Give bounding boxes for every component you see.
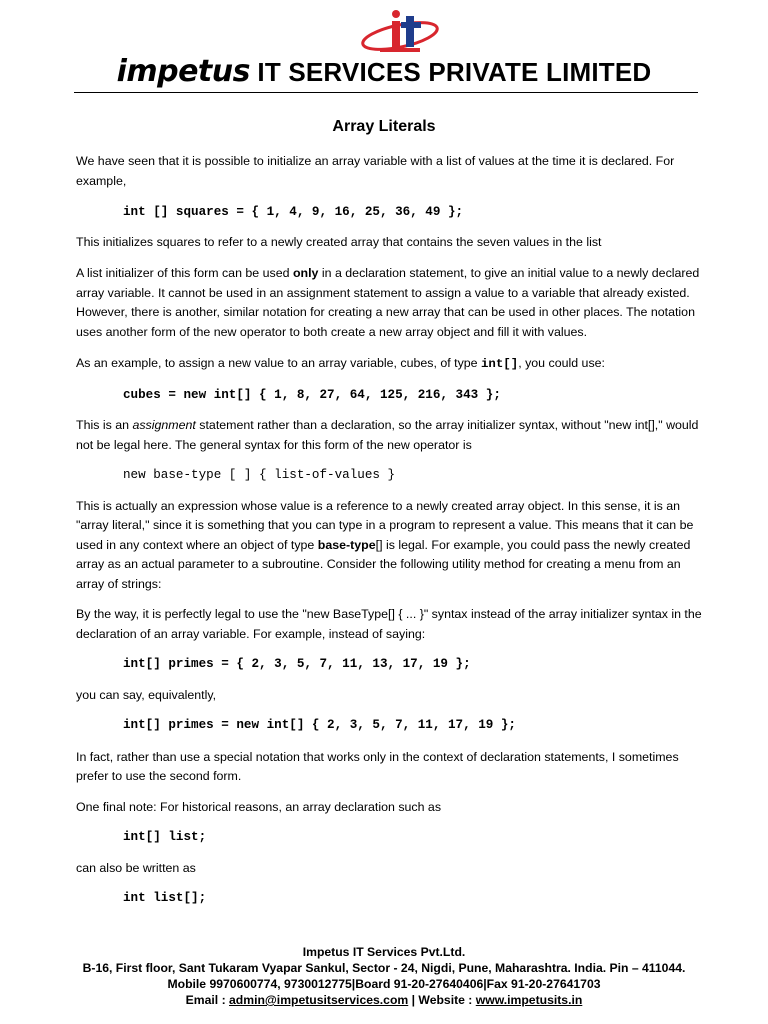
code-primes-initializer: int[] primes = { 2, 3, 5, 7, 11, 13, 17, 19 };: [123, 657, 471, 671]
brand-name: impetus: [116, 54, 250, 89]
text: in a declaration statement, to give an initial value to a newly declared array variable. It cannot be used in an assignment statement to assign a value to a variable that already existed. However, there is another, similar notation for creating a new array that can be used in other places. The notation uses another form of the new operator to both create a new array object and fill it with values.: [76, 266, 700, 339]
footer-phones: Mobile 9970600774, 9730012775|Board 91-20-27640406|Fax 91-20-27641703: [167, 977, 601, 991]
page-footer: [0, 944, 768, 1008]
paragraph-basetype: By the way, it is perfectly legal to use the "new BaseType[] { ... }" syntax instead of the array initializer syntax in the declaration of an array variable. For example, instead of saying:: [76, 607, 702, 641]
email-link[interactable]: admin@impetusitservices.com: [229, 993, 409, 1007]
code-primes-new: int[] primes = new int[] { 2, 3, 5, 7, 11, 17, 19 };: [123, 718, 516, 732]
email-label: Email :: [185, 993, 230, 1007]
footer-address: B-16, First floor, Sant Tukaram Vyapar Sankul, Sector - 24, Nigdi, Pune, Maharashtra. India. Pin – 411044.: [82, 961, 686, 975]
code-cubes: cubes = new int[] { 1, 8, 27, 64, 125, 216, 343 };: [123, 387, 501, 402]
text: This is actually an expression whose value is a reference to a newly created array object. In this sense, it is an "array literal," since it is something that you can type in a program to represent a value. This means that it can be used in any context where an object of type: [76, 498, 694, 552]
paragraph-list-initializer: [76, 264, 702, 342]
header-divider: [74, 92, 698, 93]
paragraph-written-as: can also be written as: [76, 860, 196, 875]
text: , you could use:: [518, 356, 605, 370]
text-bold: base-type: [317, 537, 376, 552]
text: A list initializer of this form can be used: [76, 266, 293, 280]
company-title: [0, 54, 768, 89]
paragraph-array-literal: [76, 497, 702, 595]
text-bold: only: [292, 266, 319, 280]
document-body: [76, 152, 702, 909]
paragraph-second-form: In fact, rather than use a special notation that works only in the context of declaration statements, I sometimes prefer to use the second form.: [76, 749, 679, 783]
website-label: | Website :: [408, 993, 476, 1007]
text-italic: assignment: [132, 418, 196, 432]
website-link[interactable]: www.impetusits.in: [475, 993, 583, 1007]
text: As an example, to assign a new value to an array variable, cubes, of type: [76, 356, 481, 370]
inline-code: int[]: [481, 357, 519, 371]
footer-contact: [0, 992, 768, 1008]
paragraph-equivalently: you can say, equivalently,: [76, 687, 217, 702]
code-int-list: int[] list;: [123, 830, 207, 844]
paragraph-assignment: [76, 416, 702, 455]
company-title-rest: IT SERVICES PRIVATE LIMITED: [249, 57, 652, 87]
footer-company: Impetus IT Services Pvt.Ltd.: [302, 945, 466, 959]
code-int-list-alt: int list[];: [123, 891, 207, 905]
document-title: Array Literals: [332, 118, 436, 135]
text: statement rather than a declaration, so the array initializer syntax, without "new int[]," would not be legal here. The general syntax for this form of the new operator is: [76, 418, 699, 452]
paragraph-final-note: One final note: For historical reasons, an array declaration such as: [76, 799, 442, 814]
paragraph-squares: This initializes squares to refer to a newly created array that contains the seven values in the list: [76, 234, 602, 249]
paragraph-intro: We have seen that it is possible to initialize an array variable with a list of values at the time it is declared. For example,: [76, 154, 675, 188]
company-logo: [358, 8, 442, 56]
code-squares: int [] squares = { 1, 4, 9, 16, 25, 36, 49 };: [123, 205, 464, 219]
paragraph-cubes-example: [76, 354, 702, 375]
text: This is an: [76, 418, 133, 432]
text: [] is legal. For example, you could pass the newly created array as an actual parameter to a subroutine. Consider the following utility method for creating a menu from an array of strings:: [76, 537, 691, 591]
code-general-syntax: new base-type [ ] { list-of-values }: [123, 468, 396, 482]
